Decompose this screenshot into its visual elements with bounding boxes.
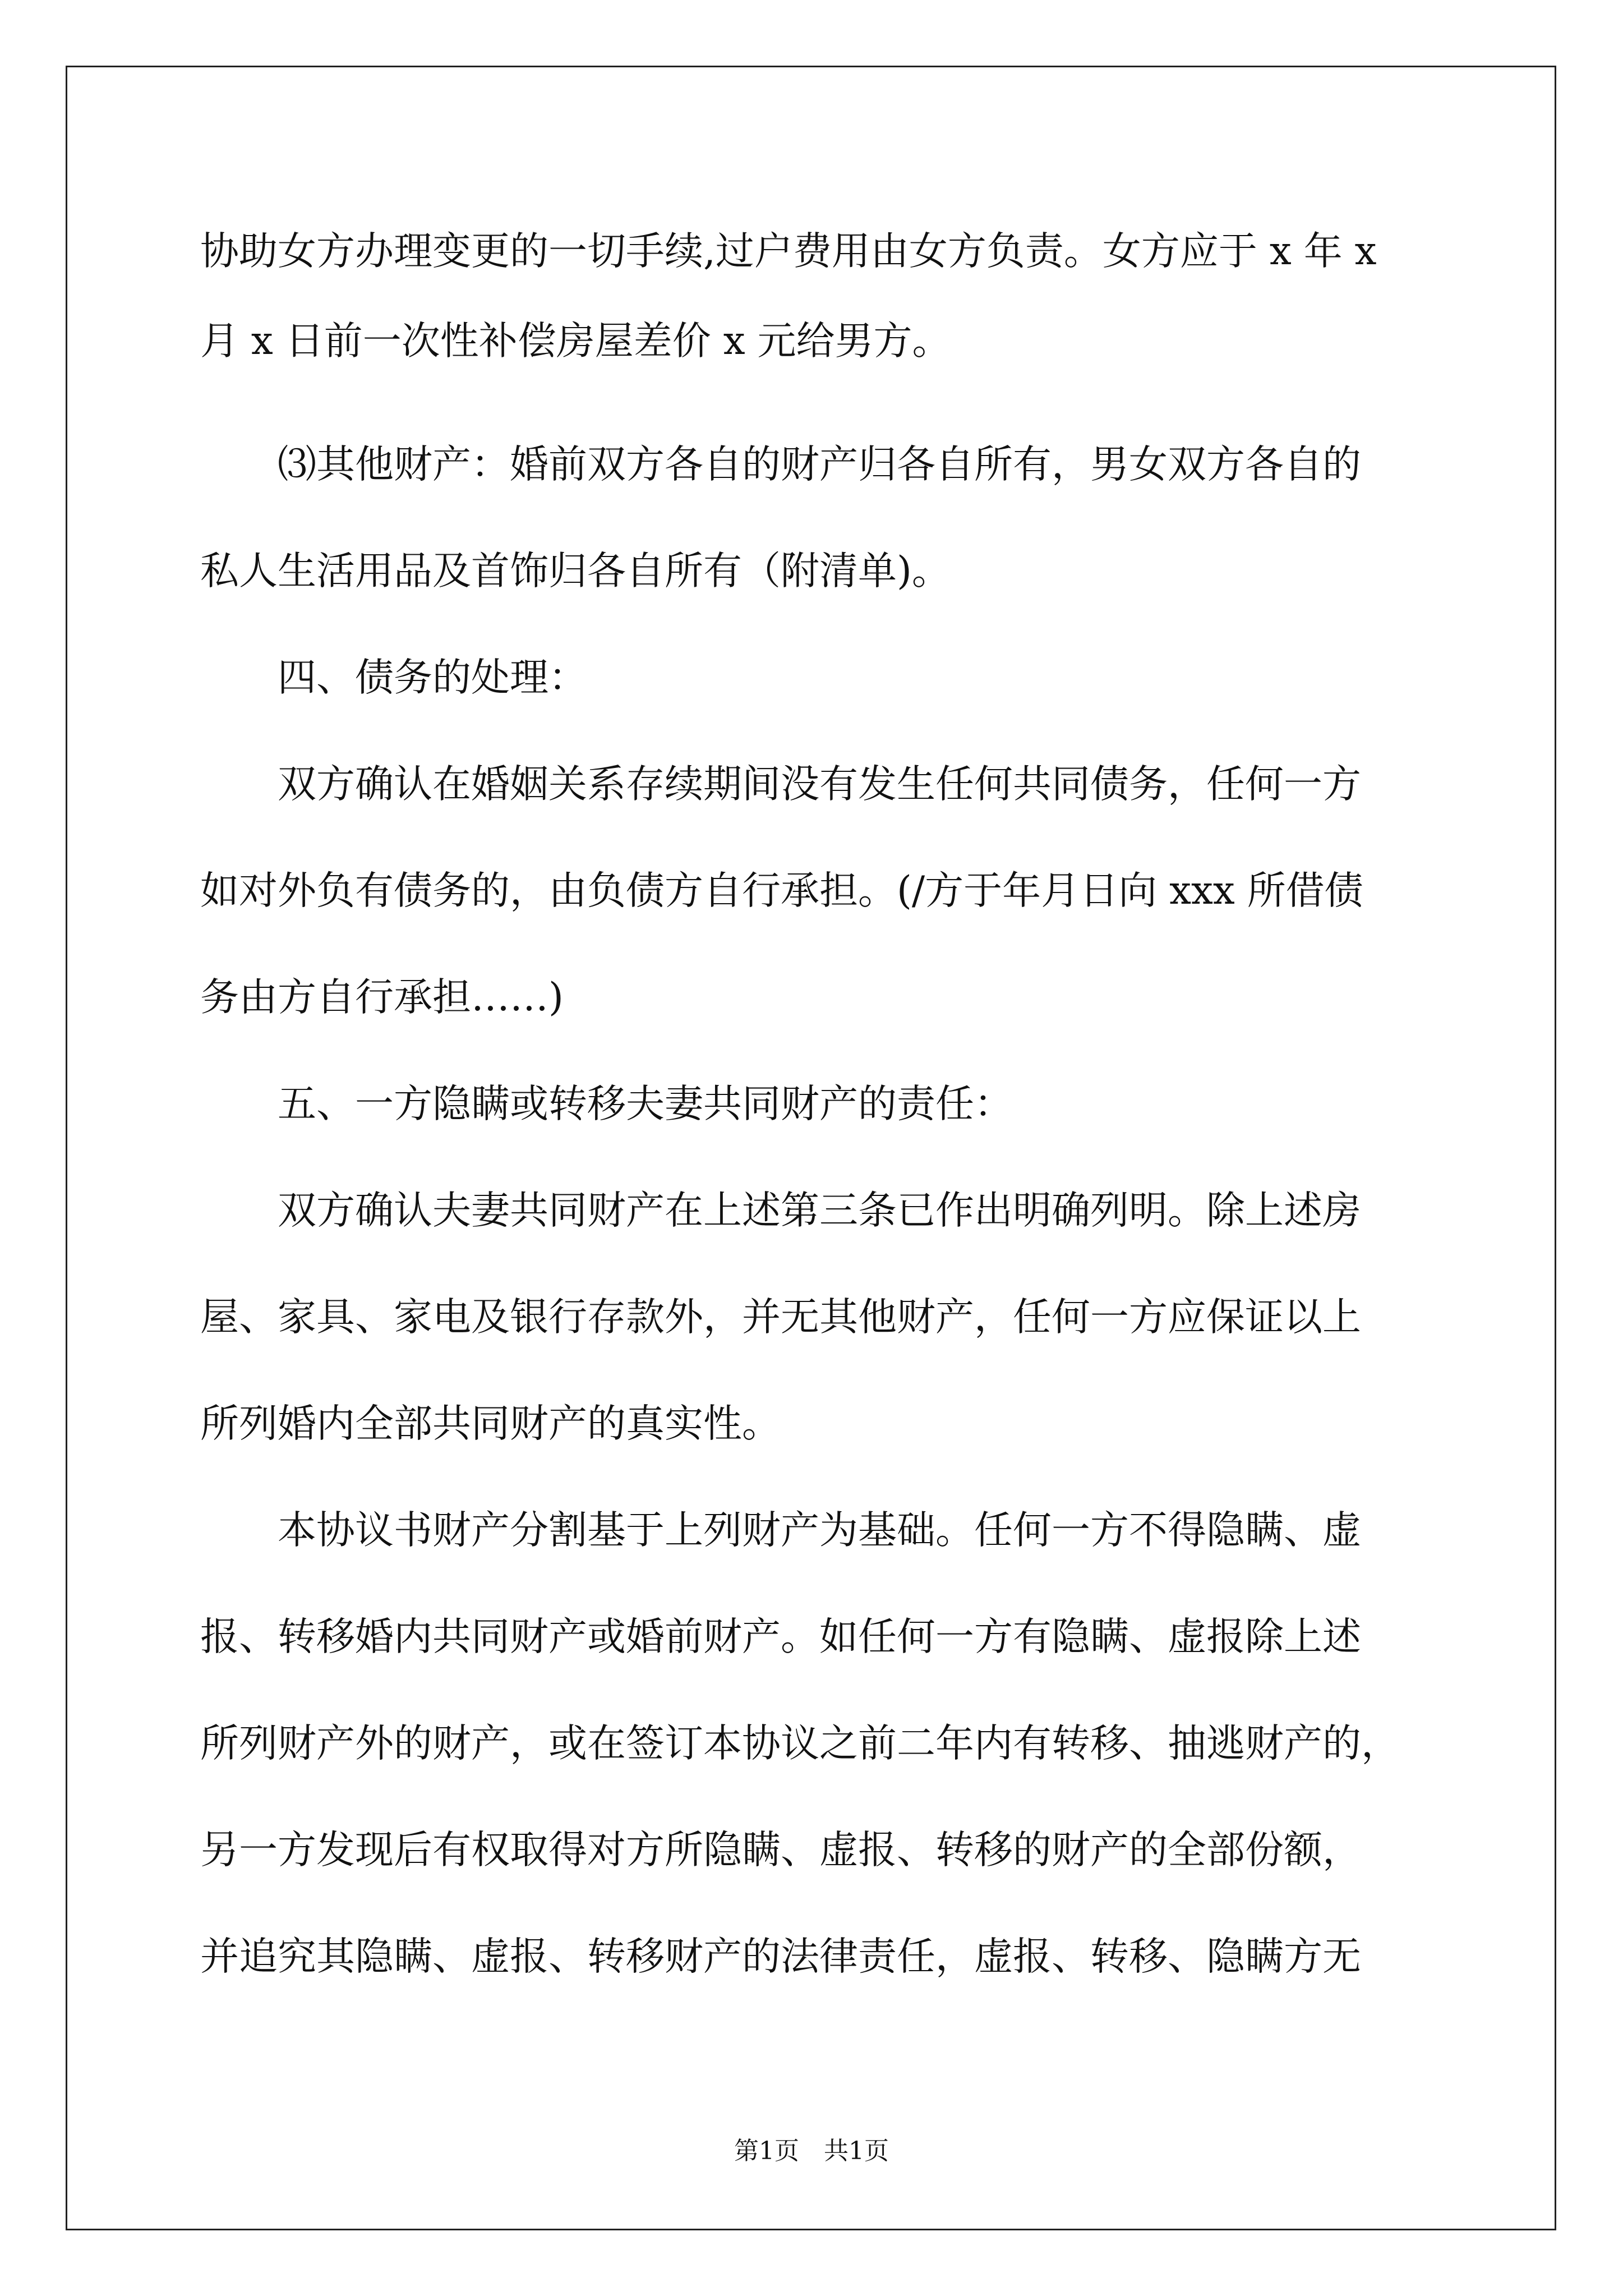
- text-line: 所列财产外的财产，或在签订本协议之前二年内有转移、抽逃财产的，: [200, 1721, 1400, 1766]
- text-line: 私人生活用品及首饰归各自所有（附清单)。: [200, 549, 951, 593]
- text-line: ⑶其他财产：婚前双方各自的财产归各自所有，男女双方各自的: [200, 442, 1361, 487]
- page-number-footer: 第1页 共1页: [734, 2137, 889, 2165]
- text-line: 如对外负有债务的，由负债方自行承担。(/方于年月日向 xxx 所借债: [200, 868, 1363, 913]
- page-border: [66, 66, 1556, 2230]
- text-line: 报、转移婚内共同财产或婚前财产。如任何一方有隐瞒、虚报除上述: [200, 1614, 1361, 1659]
- text-line: 屋、家具、家电及银行存款外，并无其他财产，任何一方应保证以上: [200, 1295, 1361, 1340]
- section-heading: 五、一方隐瞒或转移夫妻共同财产的责任：: [200, 1082, 1013, 1126]
- text-line: 所列婚内全部共同财产的真实性。: [200, 1401, 781, 1446]
- section-heading: 四、债务的处理：: [200, 655, 587, 700]
- text-line: 月 x 日前一次性补偿房屋差价 x 元给男方。: [200, 319, 951, 364]
- text-line: 务由方自行承担……): [200, 975, 564, 1020]
- text-line: 另一方发现后有权取得对方所隐瞒、虚报、转移的财产的全部份额，: [200, 1828, 1361, 1872]
- text-line: 并追究其隐瞒、虚报、转移财产的法律责任，虚报、转移、隐瞒方无: [200, 1934, 1361, 1979]
- text-line: 双方确认夫妻共同财产在上述第三条已作出明确列明。除上述房: [200, 1188, 1361, 1233]
- text-line: 协助女方办理变更的一切手续,过户费用由女方负责。女方应于 x 年 x: [200, 229, 1377, 274]
- text-line: 双方确认在婚姻关系存续期间没有发生任何共同债务，任何一方: [200, 762, 1361, 807]
- text-line: 本协议书财产分割基于上列财产为基础。任何一方不得隐瞒、虚: [200, 1508, 1361, 1553]
